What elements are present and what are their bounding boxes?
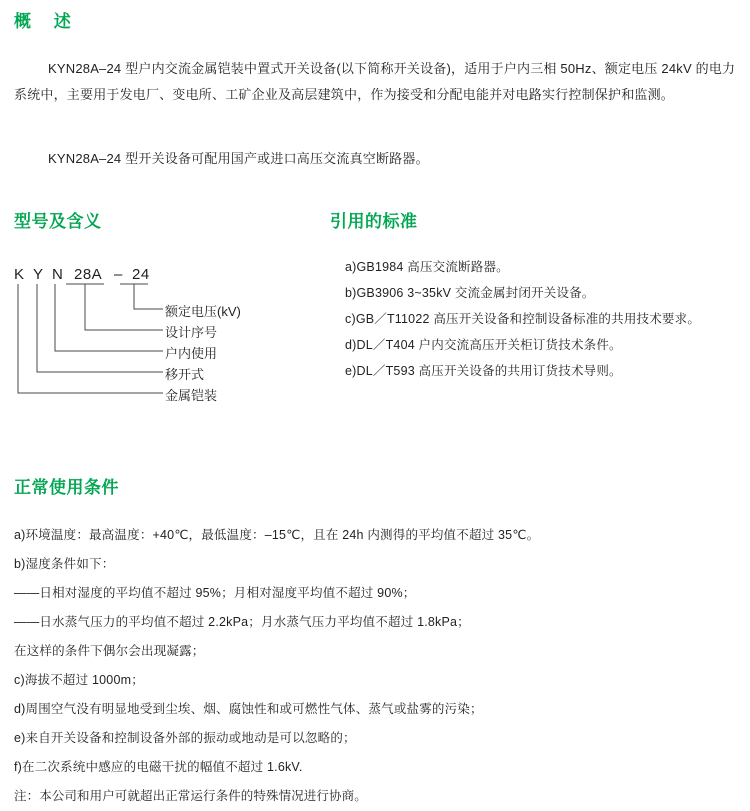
model-code-k: K <box>14 266 25 283</box>
model-label-withdrawable: 移开式 <box>165 367 205 382</box>
model-code-voltage: 24 <box>132 266 150 283</box>
section-heading-standards: 引用的标准 <box>330 212 418 231</box>
condition-item: ——日水蒸气压力的平均值不超过 2.2kPa；月水蒸气压力平均值不超过 1.8kPa； <box>14 615 470 629</box>
standards-item: a)GB1984 高压交流断路器。 <box>345 260 509 274</box>
condition-item: 在这样的条件下偶尔会出现凝露； <box>14 644 205 658</box>
model-code-n: N <box>52 266 64 283</box>
normal-conditions-list <box>14 521 744 811</box>
model-code-series: 28A <box>74 266 103 283</box>
model-code-dash: – <box>114 266 123 283</box>
model-label-list <box>165 301 241 406</box>
condition-item: d)周围空气没有明显地受到尘埃、烟、腐蚀性和或可燃性气体、蒸气或盐雾的污染； <box>14 702 483 716</box>
condition-item: b)湿度条件如下： <box>14 557 115 571</box>
section-heading-model-designation: 型号及含义 <box>14 212 102 231</box>
standards-item: d)DL／T404 户内交流高压开关柜订货技术条件。 <box>345 338 622 352</box>
condition-item: f)在二次系统中感应的电磁干扰的幅值不超过 1.6kV. <box>14 760 303 774</box>
standards-item: c)GB／T11022 高压开关设备和控制设备标准的共用技术要求。 <box>345 312 701 326</box>
overview-paragraph-2: KYN28A–24 型开关设备可配用国产或进口高压交流真空断路器。 <box>48 151 429 166</box>
standards-list <box>345 254 745 384</box>
condition-note: 注：本公司和用户可就超出正常运行条件的特殊情况进行协商。 <box>14 789 367 803</box>
overview-paragraph-1: KYN28A–24 型户内交流金属铠装中置式开关设备(以下简称开关设备)，适用于户内三相 50Hz、额定电压 24kV 的电力系统中，主要用于发电厂、变电所、工矿企业及高层建筑中，作为接受和分配电能并对电路实行控制保护和监测。 <box>14 61 736 102</box>
model-label-indoor-use: 户内使用 <box>165 346 218 361</box>
condition-item: c)海拔不超过 1000m； <box>14 673 144 687</box>
model-label-rated-voltage: 额定电压(kV) <box>165 304 241 319</box>
model-label-design-serial: 设计序号 <box>165 325 218 340</box>
model-designation-diagram <box>0 248 330 408</box>
model-label-metal-clad: 金属铠装 <box>165 388 218 403</box>
condition-item: e)来自开关设备和控制设备外部的振动或地动是可以忽略的； <box>14 731 356 745</box>
condition-item: ——日相对湿度的平均值不超过 95%；月相对湿度平均值不超过 90%； <box>14 586 416 600</box>
condition-item: a)环境温度：最高温度：+40℃，最低温度：–15℃，且在 24h 内测得的平均值不超过 35℃。 <box>14 528 540 542</box>
section-heading-overview: 概 述 <box>14 12 80 31</box>
model-code-y: Y <box>33 266 44 283</box>
section-heading-normal-conditions: 正常使用条件 <box>14 478 119 497</box>
standards-item: e)DL／T593 高压开关设备的共用订货技术导则。 <box>345 364 622 378</box>
standards-item: b)GB3906 3~35kV 交流金属封闭开关设备。 <box>345 286 595 300</box>
